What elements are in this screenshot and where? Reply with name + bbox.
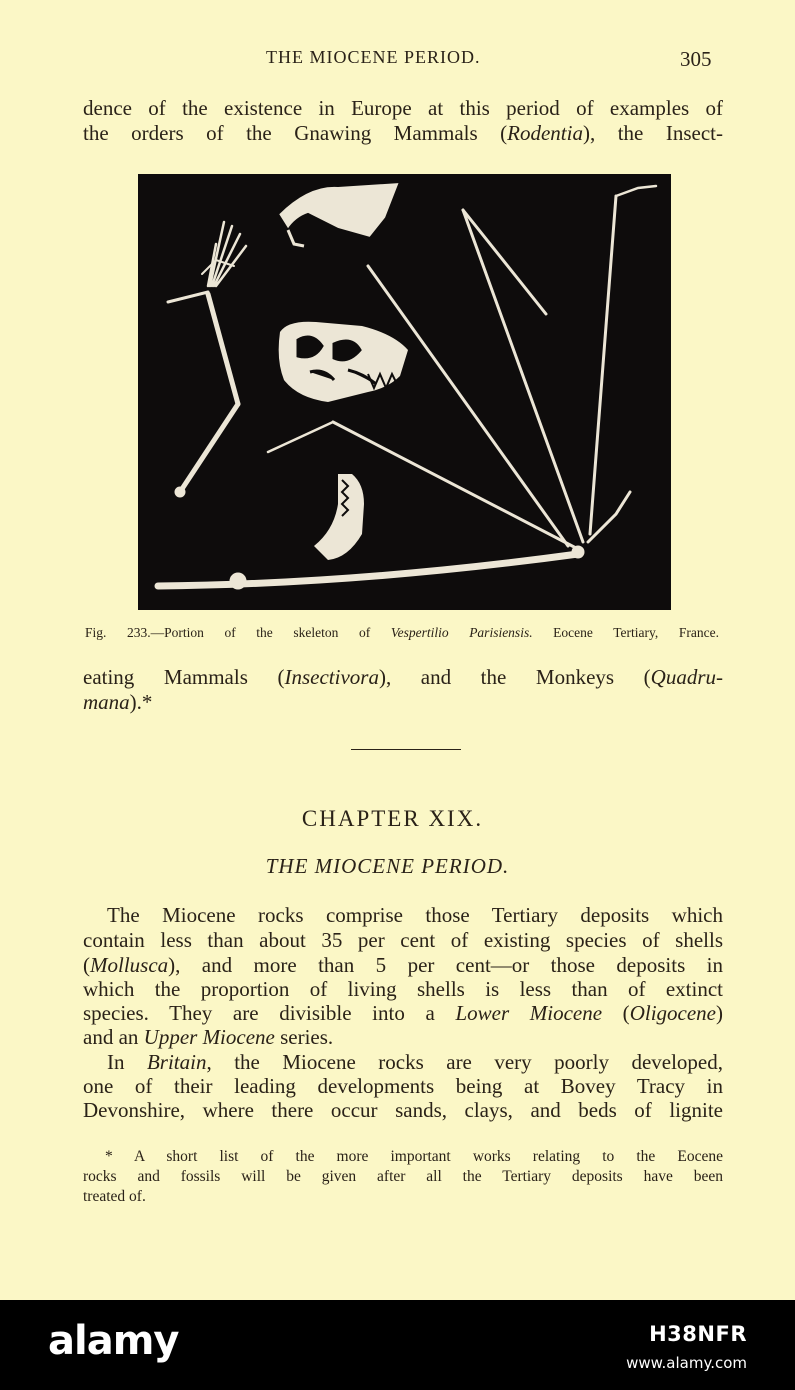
body-line: The Miocene rocks comprise those Tertiary deposits which (107, 903, 723, 927)
footnote-line: rocks and fossils will be given after all the Tertiary deposits have been (83, 1168, 723, 1185)
footnote-line: treated of. (83, 1188, 146, 1205)
body-line: the orders of the Gnawing Mammals (Rodentia), the Insect- (83, 121, 723, 145)
forearm-bone (158, 554, 578, 586)
body-line: and an Upper Miocene series. (83, 1025, 334, 1049)
body-line: one of their leading developments being at Bovey Tracy in (83, 1074, 723, 1098)
stock-url: www.alamy.com (626, 1354, 747, 1372)
body-line: dence of the existence in Europe at this period of examples of (83, 96, 723, 120)
page-number: 305 (680, 47, 712, 71)
body-line: Devonshire, where there occur sands, clays, and beds of lignite (83, 1098, 723, 1122)
bat-skeleton-illustration (138, 174, 671, 610)
skeleton-figure (138, 174, 671, 610)
body-line: eating Mammals (Insectivora), and the Monkeys (Quadru- (83, 665, 723, 689)
shoulder-bone (278, 182, 400, 238)
section-divider (351, 749, 461, 750)
chapter-number: CHAPTER XIX. (301, 806, 484, 831)
body-line: species. They are divisible into a Lower Miocene (Oligocene) (83, 1001, 723, 1025)
hind-limb-bones (168, 222, 246, 497)
mandible-bone (314, 474, 364, 560)
body-line: mana).* (83, 690, 153, 714)
footnote-line: * A short list of the more important works relating to the Eocene (105, 1148, 723, 1165)
running-title: THE MIOCENE PERIOD. (266, 47, 481, 67)
body-line: In Britain, the Miocene rocks are very poorly developed, (107, 1050, 723, 1074)
body-line: which the proportion of living shells is less than of extinct (83, 977, 723, 1001)
stock-image-info (626, 1322, 747, 1372)
body-line: contain less than about 35 per cent of existing species of shells (83, 928, 723, 952)
chapter-title: THE MIOCENE PERIOD. (265, 854, 510, 878)
image-id: H38NFR (649, 1322, 747, 1346)
figure-caption: Fig. 233.—Portion of the skeleton of Vespertilio Parisiensis. Eocene Tertiary, France. (85, 625, 719, 640)
alamy-logo: alamy (48, 1318, 179, 1364)
body-line: (Mollusca), and more than 5 per cent—or those deposits in (83, 953, 723, 977)
skull-bone (279, 322, 408, 402)
